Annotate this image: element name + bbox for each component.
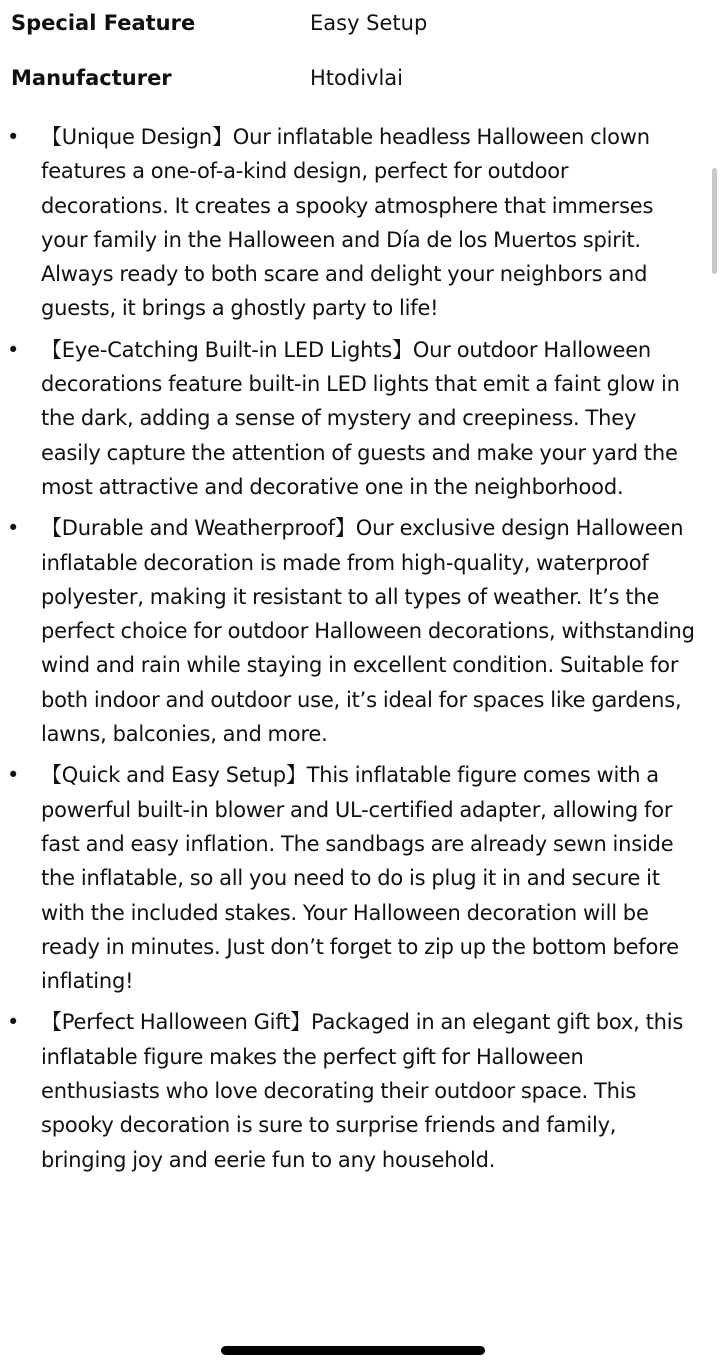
bullet-item bbox=[0, 511, 700, 751]
bullet-text: 【Unique Design】Our inflatable headless Halloween clown features a one-of-a-kind design, perfect for outdoor decorations. It creates a spooky atmosphere that immerses your family in the Halloween and Día de los Muertos spirit. Always ready to both scare and delight your neighbors and guests, it brings a ghostly party to life! bbox=[41, 125, 654, 321]
scrollbar-thumb[interactable] bbox=[712, 168, 717, 274]
about-this-item-bullets bbox=[0, 120, 700, 1184]
bullet-text: 【Perfect Halloween Gift】Packaged in an elegant gift box, this inflatable figure makes the perfect gift for Halloween enthusiasts who love decorating their outdoor space. This spooky decoration is sure to surprise friends and family, bringing joy and eerie fun to any household. bbox=[41, 1010, 684, 1172]
spec-row-manufacturer bbox=[11, 58, 711, 113]
bullet-dot: • bbox=[7, 337, 20, 362]
spec-value: Htodivlai bbox=[310, 66, 404, 90]
bullet-item bbox=[0, 333, 700, 504]
spec-value: Easy Setup bbox=[310, 11, 428, 35]
home-indicator[interactable] bbox=[221, 1346, 485, 1355]
spec-row-special-feature bbox=[11, 3, 711, 58]
bullet-item bbox=[0, 758, 700, 998]
bullet-item bbox=[0, 1005, 700, 1176]
spec-label: Special Feature bbox=[11, 11, 196, 35]
product-specs-table bbox=[11, 0, 711, 113]
bullet-dot: • bbox=[7, 763, 20, 788]
bullet-text: 【Durable and Weatherproof】Our exclusive design Halloween inflatable decoration is made from high-quality, waterproof polyester, making it resistant to all types of weather. It’s the perfect choice for outdoor Halloween decorations, withstanding wind and rain while staying in excellent condition. Suitable for both indoor and outdoor use, it’s ideal for spaces like gardens, lawns, balconies, and more. bbox=[41, 516, 695, 747]
bullet-text: 【Quick and Easy Setup】This inflatable figure comes with a powerful built-in blower and UL-certified adapter, allowing for fast and easy inflation. The sandbags are already sewn inside the inflatable, so all you need to do is plug it in and secure it with the included stakes. Your Halloween decoration will be ready in minutes. Just don’t forget to zip up the bottom before inflating! bbox=[41, 763, 679, 994]
spec-label: Manufacturer bbox=[11, 66, 172, 90]
bullet-dot: • bbox=[7, 1010, 20, 1035]
bullet-dot: • bbox=[7, 516, 20, 541]
bullet-item bbox=[0, 120, 700, 326]
bullet-text: 【Eye-Catching Built-in LED Lights】Our outdoor Halloween decorations feature built-in LED lights that emit a faint glow in the dark, adding a sense of mystery and creepiness. They easily capture the attention of guests and make your yard the most attractive and decorative one in the neighborhood. bbox=[41, 337, 680, 499]
bullet-dot: • bbox=[7, 125, 20, 149]
